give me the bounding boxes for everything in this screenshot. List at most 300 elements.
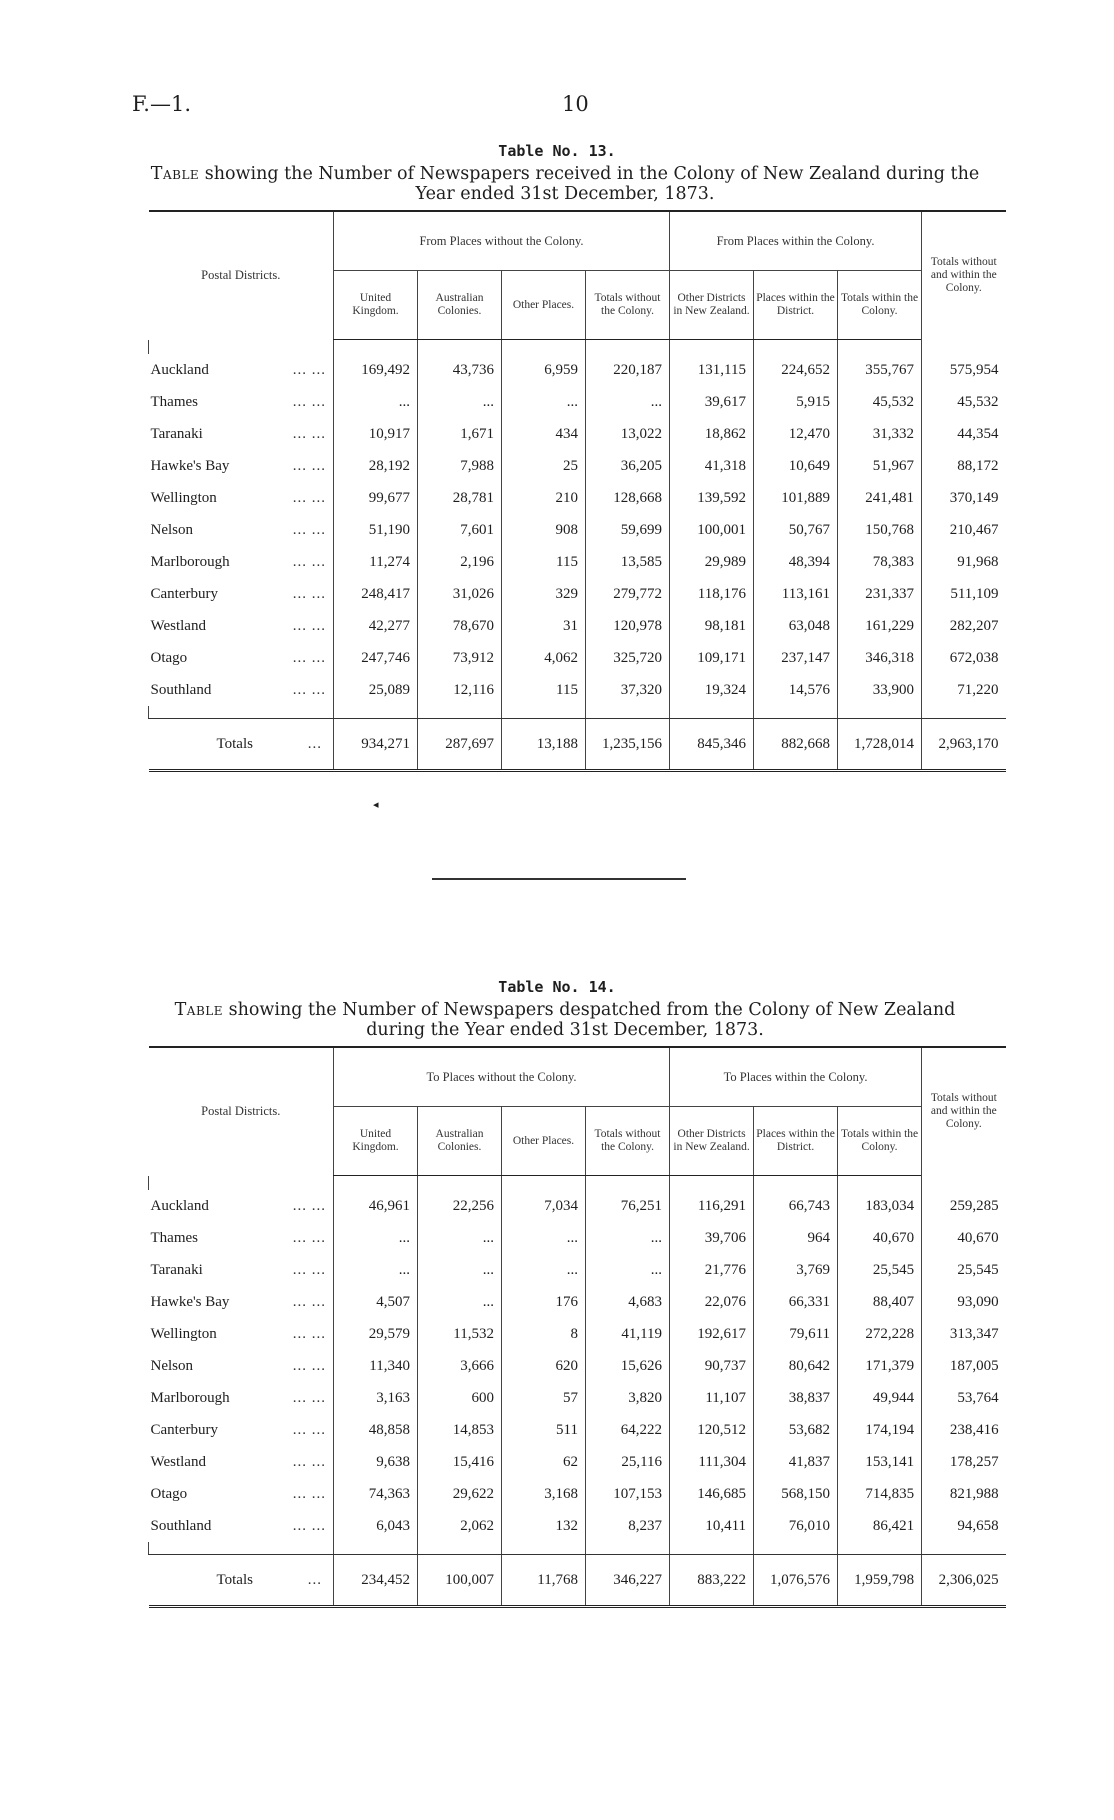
value-cell: 568,150 [754,1478,838,1510]
spacer-cell [670,1542,754,1555]
value-cell: 13,022 [586,418,670,450]
spacer-cell [670,1176,754,1191]
district-cell [149,418,334,450]
value-cell: 3,820 [586,1382,670,1414]
value-cell: 12,470 [754,418,838,450]
value-cell: 86,421 [838,1510,922,1542]
value-cell: 183,034 [838,1190,922,1222]
value-cell: 43,736 [418,354,502,386]
district-cell [149,1414,334,1446]
district-name: Hawke's Bay [150,1293,230,1310]
leader-dots: ... [307,735,322,752]
value-cell: 46,961 [334,1190,418,1222]
page-reference: F.—1. [132,92,192,116]
spacer-cell [502,340,586,355]
district-cell [149,1478,334,1510]
value-cell: 66,331 [754,1286,838,1318]
spacer-cell [922,706,1006,719]
value-cell: 2,062 [418,1510,502,1542]
district-cell [149,386,334,418]
value-cell: 161,229 [838,610,922,642]
totals-label-cell [149,1555,334,1607]
value-cell: 25,116 [586,1446,670,1478]
value-cell: 74,363 [334,1478,418,1510]
value-cell: ... [418,1254,502,1286]
leader-dots: ... ... [292,617,326,634]
value-cell: 111,304 [670,1446,754,1478]
district-cell [149,1510,334,1542]
value-cell: 434 [502,418,586,450]
spacer-cell [502,1542,586,1555]
district-cell [149,1286,334,1318]
leader-dots: ... ... [292,489,326,506]
value-cell: 821,988 [922,1478,1006,1510]
value-cell: 25,545 [922,1254,1006,1286]
total-value-cell: 882,668 [754,719,838,771]
value-cell: 13,585 [586,546,670,578]
table-row [149,354,1006,386]
district-name: Auckland [150,361,209,378]
value-cell: 128,668 [586,482,670,514]
col-header-united-kingdom: United Kingdom. [334,271,418,340]
leader-dots: ... ... [292,1421,326,1438]
table-row [149,578,1006,610]
value-cell: 76,010 [754,1510,838,1542]
group-header-without: From Places without the Colony. [334,211,670,271]
total-value-cell: 883,222 [670,1555,754,1607]
value-cell: 248,417 [334,578,418,610]
table-row [149,1222,1006,1254]
district-name: Thames [150,1229,198,1246]
district-name: Westland [150,1453,206,1470]
value-cell: 11,274 [334,546,418,578]
group-header-within: To Places within the Colony. [670,1047,922,1107]
value-cell: 53,764 [922,1382,1006,1414]
value-cell: 79,611 [754,1318,838,1350]
spacer-row [149,706,1006,719]
spacer-cell [922,1176,1006,1191]
district-name: Wellington [150,1325,217,1342]
col-header-totals-without: Totals without the Colony. [586,271,670,340]
value-cell: 28,192 [334,450,418,482]
value-cell: 116,291 [670,1190,754,1222]
value-cell: 325,720 [586,642,670,674]
totals-row [149,1555,1006,1607]
table-row [149,1478,1006,1510]
total-value-cell: 287,697 [418,719,502,771]
value-cell: 62 [502,1446,586,1478]
spacer-cell [586,1176,670,1191]
value-cell: 10,411 [670,1510,754,1542]
value-cell: ... [334,1222,418,1254]
leader-dots: ... ... [292,1197,326,1214]
district-cell [149,1254,334,1286]
district-name: Taranaki [150,1261,203,1278]
value-cell: 355,767 [838,354,922,386]
district-name: Wellington [150,489,217,506]
leader-dots: ... ... [292,585,326,602]
spacer-cell [334,1542,418,1555]
value-cell: 40,670 [922,1222,1006,1254]
value-cell: 42,277 [334,610,418,642]
page-number: 10 [562,92,589,116]
value-cell: 18,862 [670,418,754,450]
district-cell [149,450,334,482]
leader-dots: ... ... [292,393,326,410]
value-cell: ... [418,1222,502,1254]
table14-caption [150,1000,980,1040]
spacer-cell [334,1176,418,1191]
spacer-cell [838,1542,922,1555]
value-cell: 231,337 [838,578,922,610]
value-cell: 50,767 [754,514,838,546]
value-cell: 31,026 [418,578,502,610]
total-value-cell: 100,007 [418,1555,502,1607]
stray-mark: ◂ [373,798,379,811]
leader-dots: ... ... [292,681,326,698]
value-cell: 7,034 [502,1190,586,1222]
col-header-united-kingdom: United Kingdom. [334,1107,418,1176]
value-cell: 279,772 [586,578,670,610]
total-value-cell: 1,728,014 [838,719,922,771]
value-cell: ... [502,386,586,418]
group-header-within: From Places within the Colony. [670,211,922,271]
value-cell: 25,089 [334,674,418,706]
value-cell: 57 [502,1382,586,1414]
value-cell: 7,988 [418,450,502,482]
value-cell: 37,320 [586,674,670,706]
value-cell: 329 [502,578,586,610]
value-cell: 98,181 [670,610,754,642]
value-cell: 9,638 [334,1446,418,1478]
section-divider [432,878,686,880]
district-cell [149,610,334,642]
value-cell: 620 [502,1350,586,1382]
value-cell: 21,776 [670,1254,754,1286]
value-cell: 29,989 [670,546,754,578]
value-cell: 139,592 [670,482,754,514]
district-name: Canterbury [150,1421,218,1438]
table-row [149,386,1006,418]
value-cell: 94,658 [922,1510,1006,1542]
value-cell: 964 [754,1222,838,1254]
col-header-other-places: Other Places. [502,1107,586,1176]
district-name: Nelson [150,521,193,538]
value-cell: 169,492 [334,354,418,386]
value-cell: ... [502,1222,586,1254]
spacer-cell [418,340,502,355]
total-value-cell: 346,227 [586,1555,670,1607]
value-cell: 120,512 [670,1414,754,1446]
value-cell: 224,652 [754,354,838,386]
col-header-total: Totals without and within the Colony. [922,211,1006,340]
value-cell: 210,467 [922,514,1006,546]
table-row [149,1446,1006,1478]
table-row [149,1254,1006,1286]
value-cell: 187,005 [922,1350,1006,1382]
spacer-cell [418,706,502,719]
value-cell: 11,532 [418,1318,502,1350]
value-cell: 28,781 [418,482,502,514]
table13-caption-lead: Table [150,164,200,184]
leader-dots: ... ... [292,457,326,474]
leader-dots: ... ... [292,1453,326,1470]
district-cell [149,354,334,386]
total-value-cell: 2,963,170 [922,719,1006,771]
value-cell: 31,332 [838,418,922,450]
col-header-totals-without: Totals without the Colony. [586,1107,670,1176]
spacer-row [149,340,1006,355]
total-value-cell: 11,768 [502,1555,586,1607]
value-cell: 192,617 [670,1318,754,1350]
value-cell: 241,481 [838,482,922,514]
spacer-cell [922,340,1006,355]
table-row [149,1382,1006,1414]
value-cell: 10,917 [334,418,418,450]
table-row [149,1414,1006,1446]
spacer-cell [670,340,754,355]
value-cell: ... [334,386,418,418]
col-header-australian-colonies: Australian Colonies. [418,1107,502,1176]
district-cell [149,482,334,514]
district-name: Marlborough [150,553,230,570]
value-cell: 99,677 [334,482,418,514]
value-cell: 3,168 [502,1478,586,1510]
district-name: Westland [150,617,206,634]
spacer-cell [149,706,334,719]
col-header-places-within-district: Places within the District. [754,1107,838,1176]
value-cell: 41,318 [670,450,754,482]
value-cell: 7,601 [418,514,502,546]
value-cell: 41,837 [754,1446,838,1478]
value-cell: 14,576 [754,674,838,706]
value-cell: 370,149 [922,482,1006,514]
table-row [149,1190,1006,1222]
table-row [149,610,1006,642]
total-value-cell: 1,959,798 [838,1555,922,1607]
value-cell: 4,683 [586,1286,670,1318]
value-cell: 115 [502,674,586,706]
value-cell: 22,076 [670,1286,754,1318]
leader-dots: ... ... [292,1261,326,1278]
value-cell: ... [502,1254,586,1286]
district-cell [149,546,334,578]
value-cell: 150,768 [838,514,922,546]
leader-dots: ... ... [292,1485,326,1502]
leader-dots: ... [307,1571,322,1588]
spacer-cell [418,1176,502,1191]
value-cell: 120,978 [586,610,670,642]
district-name: Otago [150,1485,188,1502]
district-cell [149,1382,334,1414]
value-cell: 908 [502,514,586,546]
value-cell: 672,038 [922,642,1006,674]
col-header-totals-within: Totals within the Colony. [838,271,922,340]
spacer-cell [502,706,586,719]
value-cell: 31 [502,610,586,642]
page-header [0,92,1114,122]
value-cell: 39,706 [670,1222,754,1254]
value-cell: 78,383 [838,546,922,578]
value-cell: 272,228 [838,1318,922,1350]
spacer-cell [754,706,838,719]
value-cell: ... [586,386,670,418]
value-cell: 53,682 [754,1414,838,1446]
value-cell: 109,171 [670,642,754,674]
value-cell: 66,743 [754,1190,838,1222]
value-cell: 48,394 [754,546,838,578]
spacer-cell [418,1542,502,1555]
value-cell: 3,163 [334,1382,418,1414]
value-cell: 113,161 [754,578,838,610]
spacer-cell [838,706,922,719]
col-header-other-districts: Other Districts in New Zealand. [670,1107,754,1176]
spacer-cell [670,706,754,719]
value-cell: 39,617 [670,386,754,418]
col-header-other-districts: Other Districts in New Zealand. [670,271,754,340]
district-name: Southland [150,1517,212,1534]
value-cell: 511,109 [922,578,1006,610]
leader-dots: ... ... [292,361,326,378]
value-cell: 600 [418,1382,502,1414]
value-cell: 4,507 [334,1286,418,1318]
value-cell: ... [418,386,502,418]
district-cell [149,1222,334,1254]
spacer-cell [754,340,838,355]
district-name: Auckland [150,1197,209,1214]
value-cell: 100,001 [670,514,754,546]
col-header-places-within-district: Places within the District. [754,271,838,340]
spacer-cell [502,1176,586,1191]
value-cell: 71,220 [922,674,1006,706]
table-row [149,1318,1006,1350]
value-cell: 19,324 [670,674,754,706]
value-cell: 115 [502,546,586,578]
col-header-australian-colonies: Australian Colonies. [418,271,502,340]
value-cell: 171,379 [838,1350,922,1382]
district-name: Canterbury [150,585,218,602]
leader-dots: ... ... [292,1517,326,1534]
spacer-cell [586,1542,670,1555]
value-cell: 73,912 [418,642,502,674]
value-cell: 15,626 [586,1350,670,1382]
value-cell: 5,915 [754,386,838,418]
value-cell: 15,416 [418,1446,502,1478]
value-cell: 282,207 [922,610,1006,642]
value-cell: 174,194 [838,1414,922,1446]
district-name: Marlborough [150,1389,230,1406]
spacer-cell [586,706,670,719]
spacer-row [149,1176,1006,1191]
value-cell: 4,062 [502,642,586,674]
value-cell: 220,187 [586,354,670,386]
value-cell: 45,532 [922,386,1006,418]
district-cell [149,1446,334,1478]
value-cell: ... [586,1254,670,1286]
value-cell: 178,257 [922,1446,1006,1478]
value-cell: 51,190 [334,514,418,546]
district-cell [149,1350,334,1382]
spacer-cell [334,706,418,719]
value-cell: 6,959 [502,354,586,386]
spacer-cell [149,1542,334,1555]
value-cell: 2,196 [418,546,502,578]
value-cell: 107,153 [586,1478,670,1510]
value-cell: 59,699 [586,514,670,546]
col-header-totals-within: Totals within the Colony. [838,1107,922,1176]
district-name: Taranaki [150,425,203,442]
leader-dots: ... ... [292,553,326,570]
district-name: Otago [150,649,188,666]
district-cell [149,1190,334,1222]
total-value-cell: 1,235,156 [586,719,670,771]
value-cell: 88,407 [838,1286,922,1318]
col-header-total: Totals without and within the Colony. [922,1047,1006,1176]
value-cell: 131,115 [670,354,754,386]
col-header-district: Postal Districts. [201,268,281,283]
value-cell: 8 [502,1318,586,1350]
value-cell: 51,967 [838,450,922,482]
spacer-row [149,1542,1006,1555]
value-cell: 64,222 [586,1414,670,1446]
table14-title: Table No. 14. [498,978,616,996]
spacer-cell [754,1176,838,1191]
leader-dots: ... ... [292,425,326,442]
value-cell: 29,622 [418,1478,502,1510]
table-row [149,1350,1006,1382]
totals-row [149,719,1006,771]
value-cell: 38,837 [754,1382,838,1414]
value-cell: 80,642 [754,1350,838,1382]
value-cell: 40,670 [838,1222,922,1254]
value-cell: 3,769 [754,1254,838,1286]
table-row [149,418,1006,450]
total-value-cell: 13,188 [502,719,586,771]
group-header-without: To Places without the Colony. [334,1047,670,1107]
leader-dots: ... ... [292,1357,326,1374]
table13-title: Table No. 13. [498,142,616,160]
table14 [148,1046,1006,1608]
table13-caption-text: showing the Number of Newspapers received in the Colony of New Zealand during the Year ended 31st December, 1873. [204,164,980,204]
value-cell: 176 [502,1286,586,1318]
value-cell: 45,532 [838,386,922,418]
total-value-cell: 1,076,576 [754,1555,838,1607]
value-cell: 132 [502,1510,586,1542]
table14-caption-lead: Table [174,1000,224,1020]
leader-dots: ... ... [292,1389,326,1406]
table-row [149,450,1006,482]
value-cell: 25,545 [838,1254,922,1286]
value-cell: 8,237 [586,1510,670,1542]
value-cell: 247,746 [334,642,418,674]
district-cell [149,642,334,674]
value-cell: ... [586,1222,670,1254]
value-cell: ... [418,1286,502,1318]
district-name: Hawke's Bay [150,457,230,474]
value-cell: 91,968 [922,546,1006,578]
value-cell: 10,649 [754,450,838,482]
value-cell: 238,416 [922,1414,1006,1446]
col-header-other-places: Other Places. [502,271,586,340]
spacer-cell [838,1176,922,1191]
value-cell: 90,737 [670,1350,754,1382]
district-name: Thames [150,393,198,410]
leader-dots: ... ... [292,649,326,666]
district-cell [149,674,334,706]
value-cell: 76,251 [586,1190,670,1222]
value-cell: 3,666 [418,1350,502,1382]
table14-caption-text: showing the Number of Newspapers despatched from the Colony of New Zealand during the Year ended 31st December, 1873. [228,1000,956,1040]
